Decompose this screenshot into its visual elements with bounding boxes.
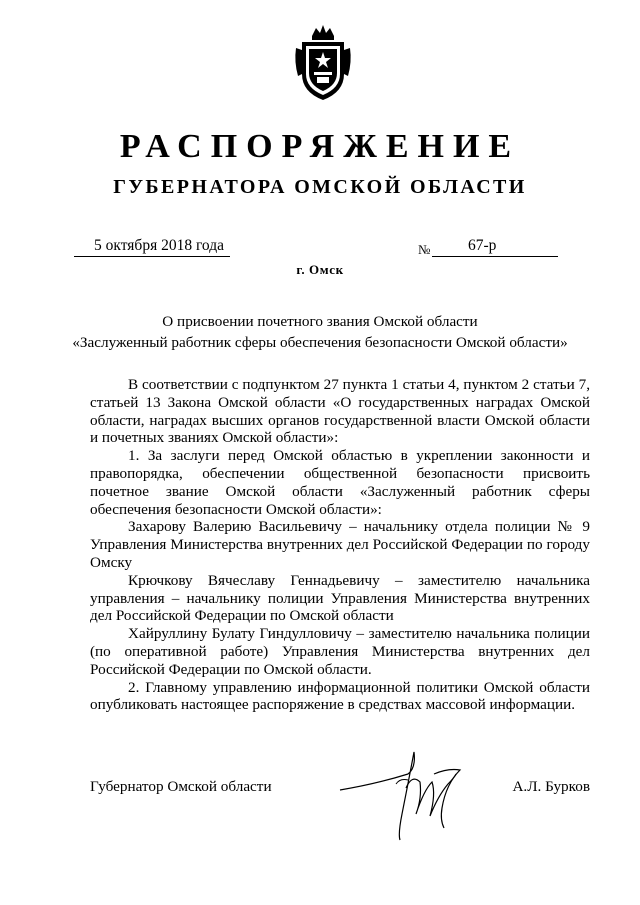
coat-of-arms-icon [294,22,352,102]
document-number: 67-р [468,237,497,254]
heading-line: О присвоении почетного звания Омской области [162,313,478,330]
body-paragraph: Хайруллину Булату Гиндулловичу – заместителю начальника полиции (по оперативной работе) Управления Министерства внутренних дел Российской Федерации по Омской области. [90,625,590,678]
document-body [90,376,590,714]
body-paragraph: 1. За заслуги перед Омской областью в укреплении законности и правопорядка, обеспечении общественной безопасности присвоить почетное звание Омской области «Заслуженный работник сферы обеспечения безопасности Омской области»: [90,447,590,518]
document-heading [60,311,580,353]
signature-icon [336,744,486,844]
number-sign: № [418,242,431,257]
number-underline [432,256,558,257]
document-date: 5 октября 2018 года [94,237,224,254]
date-underline [74,256,230,257]
body-paragraph: В соответствии с подпунктом 27 пункта 1 статьи 4, пунктом 2 статьи 7, статьей 13 Закона Омской области «О государственных наградах Омской области, наградах высших органов государственной власти Омской области и почетных званиях Омской области»: [90,376,590,447]
signatory-title: Губернатор Омской области [90,778,272,795]
heading-line: «Заслуженный работник сферы обеспечения безопасности Омской области» [72,334,568,351]
signatory-name: А.Л. Бурков [512,778,590,795]
body-paragraph: Захарову Валерию Васильевичу – начальнику отдела полиции № 9 Управления Министерства внутренних дел Российской Федерации по городу Омску [90,518,590,571]
body-paragraph: 2. Главному управлению информационной политики Омской области опубликовать настоящее распоряжение в средствах массовой информации. [90,678,590,714]
document-city: г. Омск [296,262,344,277]
document-title: РАСПОРЯЖЕНИЕ [119,128,521,165]
document-subtitle: ГУБЕРНАТОРА ОМСКОЙ ОБЛАСТИ [113,176,527,198]
body-paragraph: Крючкову Вячеславу Геннадьевичу – заместителю начальника управления – начальнику полиции Управления Министерства внутренних дел Российской Федерации по Омской области [90,571,590,625]
